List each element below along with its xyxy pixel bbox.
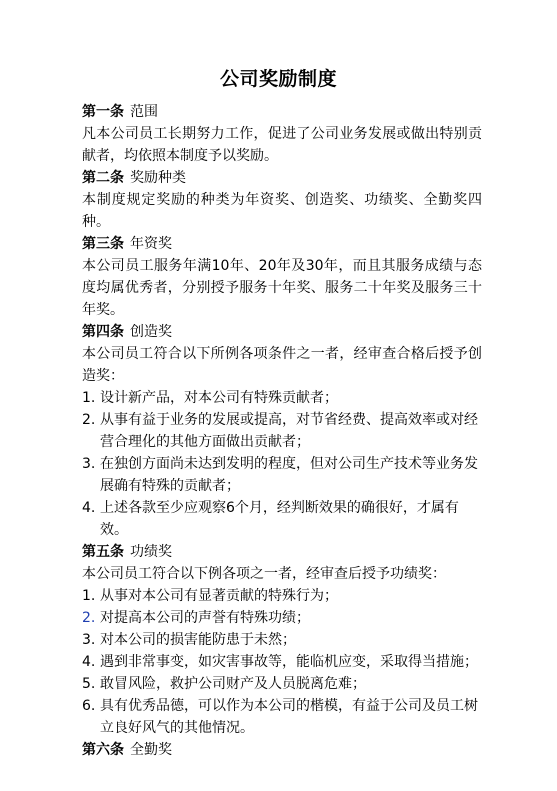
- list-item-text: 上述各款至少应观察6个月，经判断效果的确很好，才属有效。: [100, 500, 459, 538]
- document-body: [82, 101, 482, 761]
- section-paragraph: 本公司员工符合以下例各项之一者，经审查后授予功绩奖：: [82, 566, 446, 582]
- list-item-text: 设计新产品，对本公司有特殊贡献者；: [100, 390, 338, 406]
- list-item-text: 对提高本公司的声誉有特殊功绩；: [100, 610, 310, 626]
- list-marker: 3.: [82, 456, 96, 472]
- list-item-text: 在独创方面尚未达到发明的程度，但对公司生产技术等业务发展确有特殊的贡献者；: [100, 456, 478, 494]
- section-number: 第五条: [82, 544, 124, 560]
- list-marker: 3.: [82, 632, 96, 648]
- list-item: [82, 453, 482, 497]
- section-name: 奖励种类: [130, 170, 186, 186]
- section-heading: [82, 739, 482, 761]
- section-paragraph: 本制度规定奖励的种类为年资奖、创造奖、功绩奖、全勤奖四种。: [82, 192, 482, 230]
- section-heading: [82, 541, 482, 563]
- section-number: 第三条: [82, 236, 124, 252]
- list-item: [82, 409, 482, 453]
- list-item: [82, 695, 482, 739]
- document-title: 公司奖励制度: [219, 68, 337, 90]
- section-heading: [82, 321, 482, 343]
- section-paragraph: 凡本公司员工长期努力工作，促进了公司业务发展或做出特别贡献者，均依照本制度予以奖励。: [82, 126, 482, 164]
- list-item-text: 从事有益于业务的发展或提高，对节省经费、提高效率或对经营合理化的其他方面做出贡献者；: [100, 412, 478, 450]
- list-marker: 2.: [82, 610, 96, 626]
- section-number: 第六条: [82, 742, 124, 758]
- section-heading: [82, 101, 482, 123]
- list-item: [82, 651, 482, 673]
- list-marker: 1.: [82, 390, 96, 406]
- list-marker: 1.: [82, 588, 96, 604]
- section-paragraph: 本公司员工服务年满10年、20年及30年，而且其服务成绩与态度均属优秀者，分别授予服务十年奖、服务二十年奖及服务三十年奖。: [82, 258, 482, 318]
- numbered-list: [82, 387, 482, 541]
- list-marker: 5.: [82, 676, 96, 692]
- section-heading: [82, 167, 482, 189]
- list-marker: 4.: [82, 500, 96, 516]
- list-item: [82, 387, 482, 409]
- section-heading: [82, 233, 482, 255]
- list-item: [82, 673, 482, 695]
- section-number: 第二条: [82, 170, 124, 186]
- list-item-text: 具有优秀品德，可以作为本公司的楷模，有益于公司及员工树立良好风气的其他情况。: [100, 698, 478, 736]
- list-item: [82, 629, 482, 651]
- section-name: 全勤奖: [130, 742, 172, 758]
- list-item-text: 从事对本公司有显著贡献的特殊行为；: [100, 588, 338, 604]
- list-item: [82, 497, 482, 541]
- numbered-list: [82, 585, 482, 739]
- section-name: 年资奖: [130, 236, 172, 252]
- list-item: [82, 585, 482, 607]
- section-name: 功绩奖: [130, 544, 172, 560]
- list-item-text: 敢冒风险，救护公司财产及人员脱离危难；: [100, 676, 366, 692]
- list-marker: 4.: [82, 654, 96, 670]
- section-name: 范围: [130, 104, 158, 120]
- section-paragraph: 本公司员工符合以下所例各项条件之一者，经审查合格后授予创造奖：: [82, 346, 482, 384]
- list-marker: 6.: [82, 698, 96, 714]
- section-number: 第一条: [82, 104, 124, 120]
- list-item: [82, 607, 482, 629]
- list-item-text: 对本公司的损害能防患于未然；: [100, 632, 296, 648]
- section-number: 第四条: [82, 324, 124, 340]
- list-item-text: 遇到非常事变，如灾害事故等，能临机应变，采取得当措施；: [100, 654, 478, 670]
- section-name: 创造奖: [130, 324, 172, 340]
- list-marker: 2.: [82, 412, 96, 428]
